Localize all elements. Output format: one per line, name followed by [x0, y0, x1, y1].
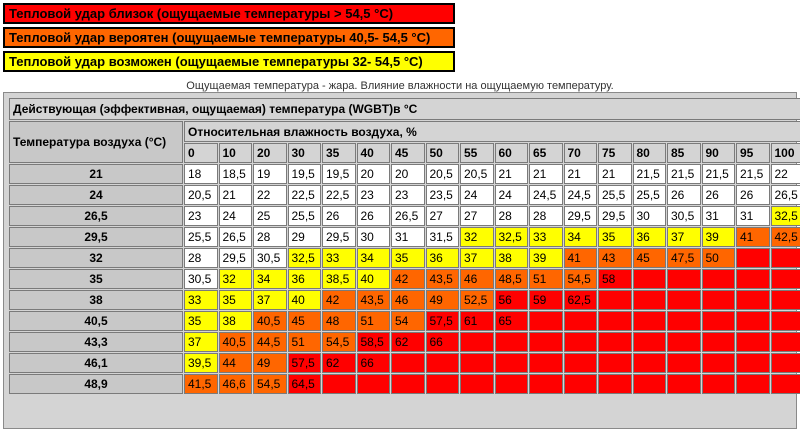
- value-cell: 62,5: [564, 290, 598, 310]
- table-row: [9, 374, 800, 394]
- value-cell: [771, 269, 800, 289]
- value-cell: [771, 353, 800, 373]
- value-cell: 31: [736, 206, 770, 226]
- value-cell: [736, 353, 770, 373]
- table-row: [9, 332, 800, 352]
- value-cell: [495, 374, 529, 394]
- value-cell: 26: [357, 206, 391, 226]
- value-cell: 46: [391, 290, 425, 310]
- value-cell: 48,5: [495, 269, 529, 289]
- value-cell: 24,5: [529, 185, 563, 205]
- value-cell: 51: [288, 332, 322, 352]
- value-cell: 28: [184, 248, 218, 268]
- value-cell: 34: [253, 269, 287, 289]
- row-header-label: Температура воздуха (°С): [9, 121, 183, 163]
- value-cell: 24,5: [564, 185, 598, 205]
- value-cell: 43,5: [357, 290, 391, 310]
- value-cell: 31: [391, 227, 425, 247]
- value-cell: 21,5: [633, 164, 667, 184]
- value-cell: 34: [564, 227, 598, 247]
- value-cell: 51: [357, 311, 391, 331]
- value-cell: [426, 374, 460, 394]
- value-cell: [702, 332, 736, 352]
- value-cell: [667, 290, 701, 310]
- value-cell: 21,5: [702, 164, 736, 184]
- value-cell: 24: [219, 206, 253, 226]
- table-title: Действующая (эффективная, ощущаемая) температура (WGBT)в °С: [9, 98, 800, 120]
- air-temp-cell: 21: [9, 164, 183, 184]
- value-cell: 57,5: [288, 353, 322, 373]
- value-cell: [564, 374, 598, 394]
- value-cell: [667, 374, 701, 394]
- value-cell: [633, 332, 667, 352]
- table-caption: Ощущаемая температура - жара. Влияние влажности на ощущаемую температуру.: [186, 80, 614, 92]
- value-cell: 45: [633, 248, 667, 268]
- value-cell: 36: [426, 248, 460, 268]
- value-cell: [702, 311, 736, 331]
- value-cell: [667, 353, 701, 373]
- value-cell: [667, 311, 701, 331]
- value-cell: 18,5: [219, 164, 253, 184]
- value-cell: 37: [460, 248, 494, 268]
- value-cell: 37: [253, 290, 287, 310]
- value-cell: 54,5: [564, 269, 598, 289]
- value-cell: [460, 332, 494, 352]
- value-cell: 22,5: [288, 185, 322, 205]
- value-cell: [391, 374, 425, 394]
- value-cell: 38: [219, 311, 253, 331]
- value-cell: [702, 269, 736, 289]
- value-cell: [495, 353, 529, 373]
- value-cell: 28: [495, 206, 529, 226]
- value-cell: 32,5: [495, 227, 529, 247]
- value-cell: 26: [702, 185, 736, 205]
- value-cell: 37: [184, 332, 218, 352]
- humidity-label: Относительная влажность воздуха, %: [184, 121, 800, 142]
- value-cell: 35: [219, 290, 253, 310]
- table-row: [9, 185, 800, 205]
- value-cell: 35: [184, 311, 218, 331]
- value-cell: [771, 248, 800, 268]
- humidity-col-30: 30: [288, 143, 322, 163]
- value-cell: 29: [288, 227, 322, 247]
- value-cell: 65: [495, 311, 529, 331]
- value-cell: [564, 332, 598, 352]
- value-cell: [322, 374, 356, 394]
- value-cell: [460, 353, 494, 373]
- value-cell: 23,5: [426, 185, 460, 205]
- value-cell: [357, 374, 391, 394]
- value-cell: 56: [495, 290, 529, 310]
- value-cell: 49: [253, 353, 287, 373]
- value-cell: [529, 332, 563, 352]
- value-cell: 52,5: [460, 290, 494, 310]
- humidity-col-90: 90: [702, 143, 736, 163]
- air-temp-cell: 46,1: [9, 353, 183, 373]
- table-panel: [3, 92, 797, 429]
- value-cell: 54: [391, 311, 425, 331]
- value-cell: 30,5: [253, 248, 287, 268]
- value-cell: 43,5: [426, 269, 460, 289]
- value-cell: 26,5: [391, 206, 425, 226]
- value-cell: [598, 332, 632, 352]
- value-cell: 42: [322, 290, 356, 310]
- humidity-col-45: 45: [391, 143, 425, 163]
- value-cell: 43: [598, 248, 632, 268]
- value-cell: 24: [495, 185, 529, 205]
- humidity-col-95: 95: [736, 143, 770, 163]
- value-cell: 31: [702, 206, 736, 226]
- value-cell: 50: [702, 248, 736, 268]
- air-temp-cell: 24: [9, 185, 183, 205]
- humidity-col-75: 75: [598, 143, 632, 163]
- value-cell: 39: [702, 227, 736, 247]
- value-cell: [633, 311, 667, 331]
- legend-near: Тепловой удар близок (ощущаемые температуры > 54,5 °C): [3, 3, 455, 24]
- value-cell: 20: [391, 164, 425, 184]
- value-cell: 45: [288, 311, 322, 331]
- value-cell: 46,6: [219, 374, 253, 394]
- value-cell: 26: [322, 206, 356, 226]
- table-row: [9, 353, 800, 373]
- humidity-col-85: 85: [667, 143, 701, 163]
- value-cell: 59: [529, 290, 563, 310]
- value-cell: 30: [357, 227, 391, 247]
- value-cell: [736, 374, 770, 394]
- legend-likely: Тепловой удар вероятен (ощущаемые температуры 40,5- 54,5 °C): [3, 27, 455, 48]
- value-cell: [702, 353, 736, 373]
- value-cell: 28: [529, 206, 563, 226]
- value-cell: 19,5: [322, 164, 356, 184]
- value-cell: 21: [219, 185, 253, 205]
- value-cell: 40: [357, 269, 391, 289]
- value-cell: [633, 269, 667, 289]
- value-cell: 22,5: [322, 185, 356, 205]
- value-cell: 35: [391, 248, 425, 268]
- value-cell: [736, 290, 770, 310]
- value-cell: 37: [667, 227, 701, 247]
- value-cell: 20,5: [184, 185, 218, 205]
- value-cell: 46: [460, 269, 494, 289]
- value-cell: 29,5: [322, 227, 356, 247]
- humidity-col-40: 40: [357, 143, 391, 163]
- humidity-col-100: 100: [771, 143, 800, 163]
- value-cell: 20: [357, 164, 391, 184]
- value-cell: [667, 332, 701, 352]
- value-cell: 42: [391, 269, 425, 289]
- value-cell: 29,5: [564, 206, 598, 226]
- value-cell: 25,5: [598, 185, 632, 205]
- value-cell: [564, 311, 598, 331]
- value-cell: 64,5: [288, 374, 322, 394]
- value-cell: 23: [184, 206, 218, 226]
- value-cell: 58,5: [357, 332, 391, 352]
- value-cell: 21: [495, 164, 529, 184]
- value-cell: [426, 353, 460, 373]
- value-cell: 51: [529, 269, 563, 289]
- air-temp-cell: 32: [9, 248, 183, 268]
- value-cell: [598, 353, 632, 373]
- value-cell: 26,5: [219, 227, 253, 247]
- legend-possible: Тепловой удар возможен (ощущаемые температуры 32- 54,5 °C): [3, 51, 455, 72]
- value-cell: 44: [219, 353, 253, 373]
- value-cell: [564, 353, 598, 373]
- value-cell: 29,5: [598, 206, 632, 226]
- air-temp-cell: 48,9: [9, 374, 183, 394]
- value-cell: 26: [667, 185, 701, 205]
- value-cell: 41,5: [184, 374, 218, 394]
- air-temp-cell: 43,3: [9, 332, 183, 352]
- value-cell: [633, 374, 667, 394]
- value-cell: 36: [633, 227, 667, 247]
- value-cell: 26: [736, 185, 770, 205]
- value-cell: 23: [357, 185, 391, 205]
- value-cell: 32: [219, 269, 253, 289]
- humidity-col-55: 55: [460, 143, 494, 163]
- humidity-col-60: 60: [495, 143, 529, 163]
- value-cell: [771, 290, 800, 310]
- value-cell: 38,5: [322, 269, 356, 289]
- value-cell: 33: [184, 290, 218, 310]
- value-cell: 21: [564, 164, 598, 184]
- value-cell: 36: [288, 269, 322, 289]
- air-temp-cell: 35: [9, 269, 183, 289]
- value-cell: 62: [322, 353, 356, 373]
- value-cell: 27: [460, 206, 494, 226]
- humidity-col-0: 0: [184, 143, 218, 163]
- humidity-col-10: 10: [219, 143, 253, 163]
- value-cell: 33: [322, 248, 356, 268]
- value-cell: 42,5: [771, 227, 800, 247]
- humidity-col-20: 20: [253, 143, 287, 163]
- value-cell: [771, 332, 800, 352]
- value-cell: 49: [426, 290, 460, 310]
- table-row: [9, 269, 800, 289]
- air-temp-cell: 40,5: [9, 311, 183, 331]
- value-cell: [529, 374, 563, 394]
- table-row: [9, 248, 800, 268]
- value-cell: [529, 353, 563, 373]
- air-temp-cell: 38: [9, 290, 183, 310]
- value-cell: 40,5: [253, 311, 287, 331]
- value-cell: [633, 353, 667, 373]
- value-cell: 28: [253, 227, 287, 247]
- value-cell: [771, 374, 800, 394]
- value-cell: 41: [736, 227, 770, 247]
- value-cell: 32: [460, 227, 494, 247]
- humidity-col-80: 80: [633, 143, 667, 163]
- humidity-col-35: 35: [322, 143, 356, 163]
- value-cell: 21,5: [736, 164, 770, 184]
- value-cell: 20,5: [460, 164, 494, 184]
- value-cell: 21: [598, 164, 632, 184]
- humidity-col-65: 65: [529, 143, 563, 163]
- value-cell: 29,5: [219, 248, 253, 268]
- value-cell: [598, 311, 632, 331]
- value-cell: 66: [357, 353, 391, 373]
- value-cell: 19: [253, 164, 287, 184]
- value-cell: 40: [288, 290, 322, 310]
- value-cell: 22: [253, 185, 287, 205]
- value-cell: 32,5: [771, 206, 800, 226]
- value-cell: 61: [460, 311, 494, 331]
- value-cell: 26,5: [771, 185, 800, 205]
- value-cell: 27: [426, 206, 460, 226]
- value-cell: [736, 269, 770, 289]
- value-cell: 25,5: [184, 227, 218, 247]
- value-cell: 30: [633, 206, 667, 226]
- table-row: [9, 311, 800, 331]
- table-row: [9, 290, 800, 310]
- value-cell: [391, 353, 425, 373]
- value-cell: [460, 374, 494, 394]
- heat-table: [8, 97, 800, 395]
- value-cell: [771, 311, 800, 331]
- value-cell: [598, 290, 632, 310]
- table-row: [9, 164, 800, 184]
- value-cell: 34: [357, 248, 391, 268]
- value-cell: 21: [529, 164, 563, 184]
- value-cell: 44,5: [253, 332, 287, 352]
- value-cell: 20,5: [426, 164, 460, 184]
- air-temp-cell: 26,5: [9, 206, 183, 226]
- value-cell: [736, 311, 770, 331]
- value-cell: 30,5: [667, 206, 701, 226]
- value-cell: 41: [564, 248, 598, 268]
- value-cell: 30,5: [184, 269, 218, 289]
- value-cell: 19,5: [288, 164, 322, 184]
- value-cell: [702, 374, 736, 394]
- value-cell: 54,5: [253, 374, 287, 394]
- value-cell: 24: [460, 185, 494, 205]
- value-cell: 48: [322, 311, 356, 331]
- value-cell: 32,5: [288, 248, 322, 268]
- table-row: [9, 227, 800, 247]
- table-row: [9, 206, 800, 226]
- value-cell: 25,5: [633, 185, 667, 205]
- value-cell: [495, 332, 529, 352]
- value-cell: 57,5: [426, 311, 460, 331]
- value-cell: 58: [598, 269, 632, 289]
- value-cell: [598, 374, 632, 394]
- value-cell: 18: [184, 164, 218, 184]
- value-cell: 62: [391, 332, 425, 352]
- value-cell: 38: [495, 248, 529, 268]
- value-cell: 47,5: [667, 248, 701, 268]
- legend: [3, 3, 455, 75]
- value-cell: 40,5: [219, 332, 253, 352]
- value-cell: [736, 248, 770, 268]
- value-cell: 39: [529, 248, 563, 268]
- value-cell: 66: [426, 332, 460, 352]
- air-temp-cell: 29,5: [9, 227, 183, 247]
- humidity-col-70: 70: [564, 143, 598, 163]
- value-cell: 31,5: [426, 227, 460, 247]
- value-cell: [633, 290, 667, 310]
- humidity-col-50: 50: [426, 143, 460, 163]
- value-cell: 25: [253, 206, 287, 226]
- value-cell: [736, 332, 770, 352]
- value-cell: 54,5: [322, 332, 356, 352]
- value-cell: 22: [771, 164, 800, 184]
- value-cell: [529, 311, 563, 331]
- value-cell: [667, 269, 701, 289]
- value-cell: 33: [529, 227, 563, 247]
- value-cell: 23: [391, 185, 425, 205]
- value-cell: [702, 290, 736, 310]
- value-cell: 35: [598, 227, 632, 247]
- value-cell: 39,5: [184, 353, 218, 373]
- value-cell: 25,5: [288, 206, 322, 226]
- value-cell: 21,5: [667, 164, 701, 184]
